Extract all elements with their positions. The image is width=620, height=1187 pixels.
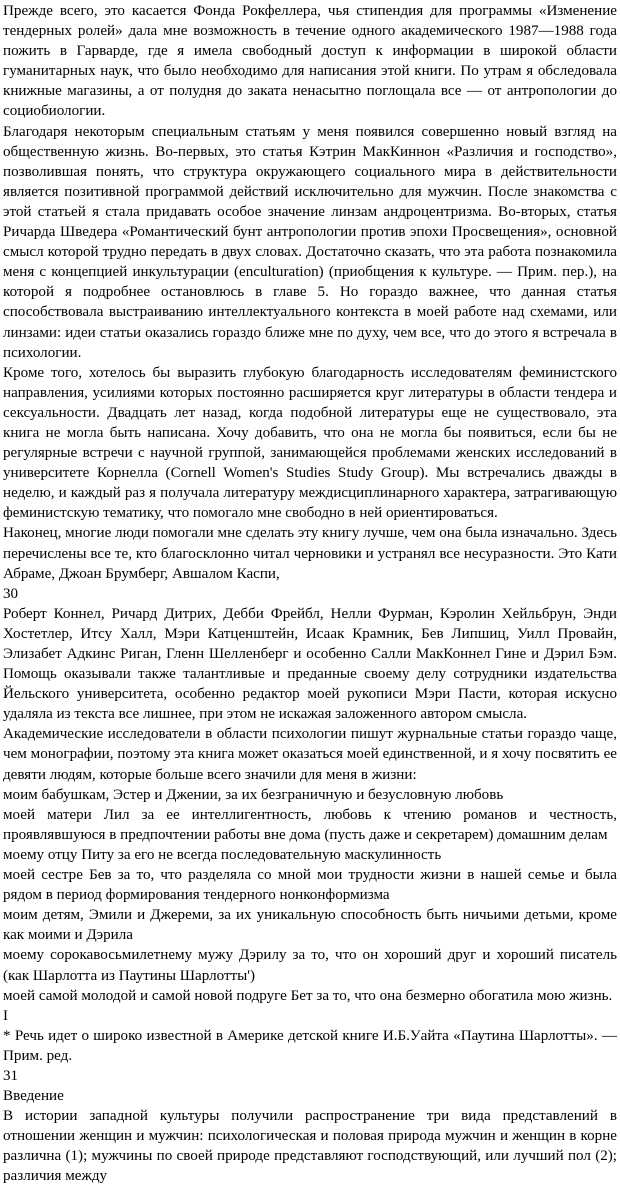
paragraph-feminist-researchers: Кроме того, хотелось бы выразить глубокую благодарность исследователям феминистского направления, усилиями которых постоянно расширяется круг литературы в области тендера и сексуальности. Двадцать лет назад, когда подобной литературы еще не существовало, эта книга не могла быть написана. Хочу добавить, что она не могла бы появиться, если бы не регулярные встречи с научной группой, занимающейся проблемами женских исследований в университете Корнелла (Cornell Women's Studies Study Group). Мы встречались дважды в неделю, и каждый раз я получала литературу междисциплинарного характера, затрагивающую феминистскую тематику, что помогало мне свободно в ней ориентироваться.	[3, 364, 617, 522]
dedication-children: моим детям, Эмили и Джереми, за их уникальную способность быть ничьими детьми, кроме как моими и Дэрила	[3, 907, 617, 944]
dedication-grandmothers: моим бабушкам, Эстер и Джении, за их безграничную и безусловную любовь	[3, 786, 504, 803]
paragraph-helpers-continued: Роберт Коннел, Ричард Дитрих, Дебби Фрейбл, Нелли Фурман, Кэролин Хейльбрун, Энди Хостетлер, Итсу Халл, Мэри Катценштейн, Исаак Крамник, Бев Липшиц, Уилл Провайн, Элизабет Адкинс Риган, Гленн Шелленберг и особенно Салли МакКоннел Гине и Дэрил Бэм. Помощь оказывали также талантливые и преданные своему делу сотрудники издательства Йельского университета, особенно редактор моей рукописи Мэри Пасти, которая искусно удаляла из текста все лишнее, при этом не искажая заложенного автором смысла.	[3, 605, 617, 723]
paragraph-special-articles: Благодаря некоторым специальным статьям у меня появился совершенно новый взгляд на общественную жизнь. Во-первых, это статья Кэтрин МакКиннон «Различия и господство», позволившая понять, что структура окружающего социального мира в действительности является позитивной программой действий исключительно для мужчин. После знакомства с этой статьей я стала придавать особое значение линзам андроцентризма. Во-вторых, статья Ричарда Шведера «Романтический бунт антропологии против эпохи Просвещения», основной смысл которой трудно передать в двух словах. Достаточно сказать, что эта работа познакомила меня с концепцией инкультурации (enculturation) (приобщения к культуре. — Прим. пер.), на которой я подробнее остановлюсь в главе 5. Но гораздо важнее, что данная статья способствовала выстраиванию интеллектуального контекста в моей работе над схемами, или линзами: идеи статьи оказались гораздо ближе мне по духу, чем все, что до этого я встречала в психологии.	[3, 123, 617, 361]
document-page	[3, 1, 617, 1187]
page-number-31: 31	[3, 1067, 19, 1084]
paragraph-introduction: В истории западной культуры получили распространение три вида представлений в отношении женщин и мужчин: психологическая и половая природа мужчин и женщин в корне различна (1); мужчины по своей природе представляют господствующий, или лучший пол (2); различия между	[3, 1108, 617, 1185]
page-number-30: 30	[3, 585, 19, 602]
dedication-friend: моей самой молодой и самой новой подруге Бет за то, что она безмерно обогатила мою жизнь.	[3, 987, 613, 1004]
dedication-husband: моему сорокавосьмилетнему мужу Дэрилу за то, что он хороший друг и хороший писатель (как Шарлотта из Паутины Шарлотты')	[3, 947, 617, 984]
dedication-mother: моей матери Лил за ее интеллигентность, любовь к чтению романов и честность, проявлявшуюся в предпочтении работы вне дома (пусть даже и секретарем) домашним делам	[3, 806, 617, 843]
section-heading-introduction: Введение	[3, 1088, 64, 1105]
paragraph-helpers: Наконец, многие люди помогали мне сделать эту книгу лучше, чем она была изначально. Здесь перечислены все те, кто благосклонно читал черновики и устранял все несуразности. Это Кати Абраме, Джоан Брумберг, Авшалом Каспи,	[3, 525, 617, 582]
dedication-sister: моей сестре Бев за то, что разделяла со мной мои трудности жизни в нашей семье и была рядом в период формирования тендерного нонконформизма	[3, 867, 617, 904]
separator-mark: I	[3, 1007, 9, 1024]
paragraph-dedication-intro: Академические исследователи в области психологии пишут журнальные статьи гораздо чаще, чем монографии, поэтому эта книга может оказаться моей единственной, и я хочу посвятить ее девяти людям, которые больше всего значили для меня в жизни:	[3, 726, 617, 783]
paragraph-rockefeller: Прежде всего, это касается Фонда Рокфеллера, чья стипендия для программы «Изменение тендерных ролей» дала мне возможность в течение одного академического 1987—1988 года пожить в Гарварде, где я имела свободный доступ к информации в широкой области гуманитарных наук, что было необходимо для написания этой книги. По утрам я обследовала книжные магазины, а от полудня до заката ненасытно поглощала все — от антропологии до социобиологии.	[3, 3, 617, 120]
footnote: * Речь идет о широко известной в Америке детской книге И.Б.Уайта «Паутина Шарлотты». — Прим. ред.	[3, 1027, 617, 1064]
dedication-father: моему отцу Питу за его не всегда последовательную маскулинность	[3, 846, 442, 863]
